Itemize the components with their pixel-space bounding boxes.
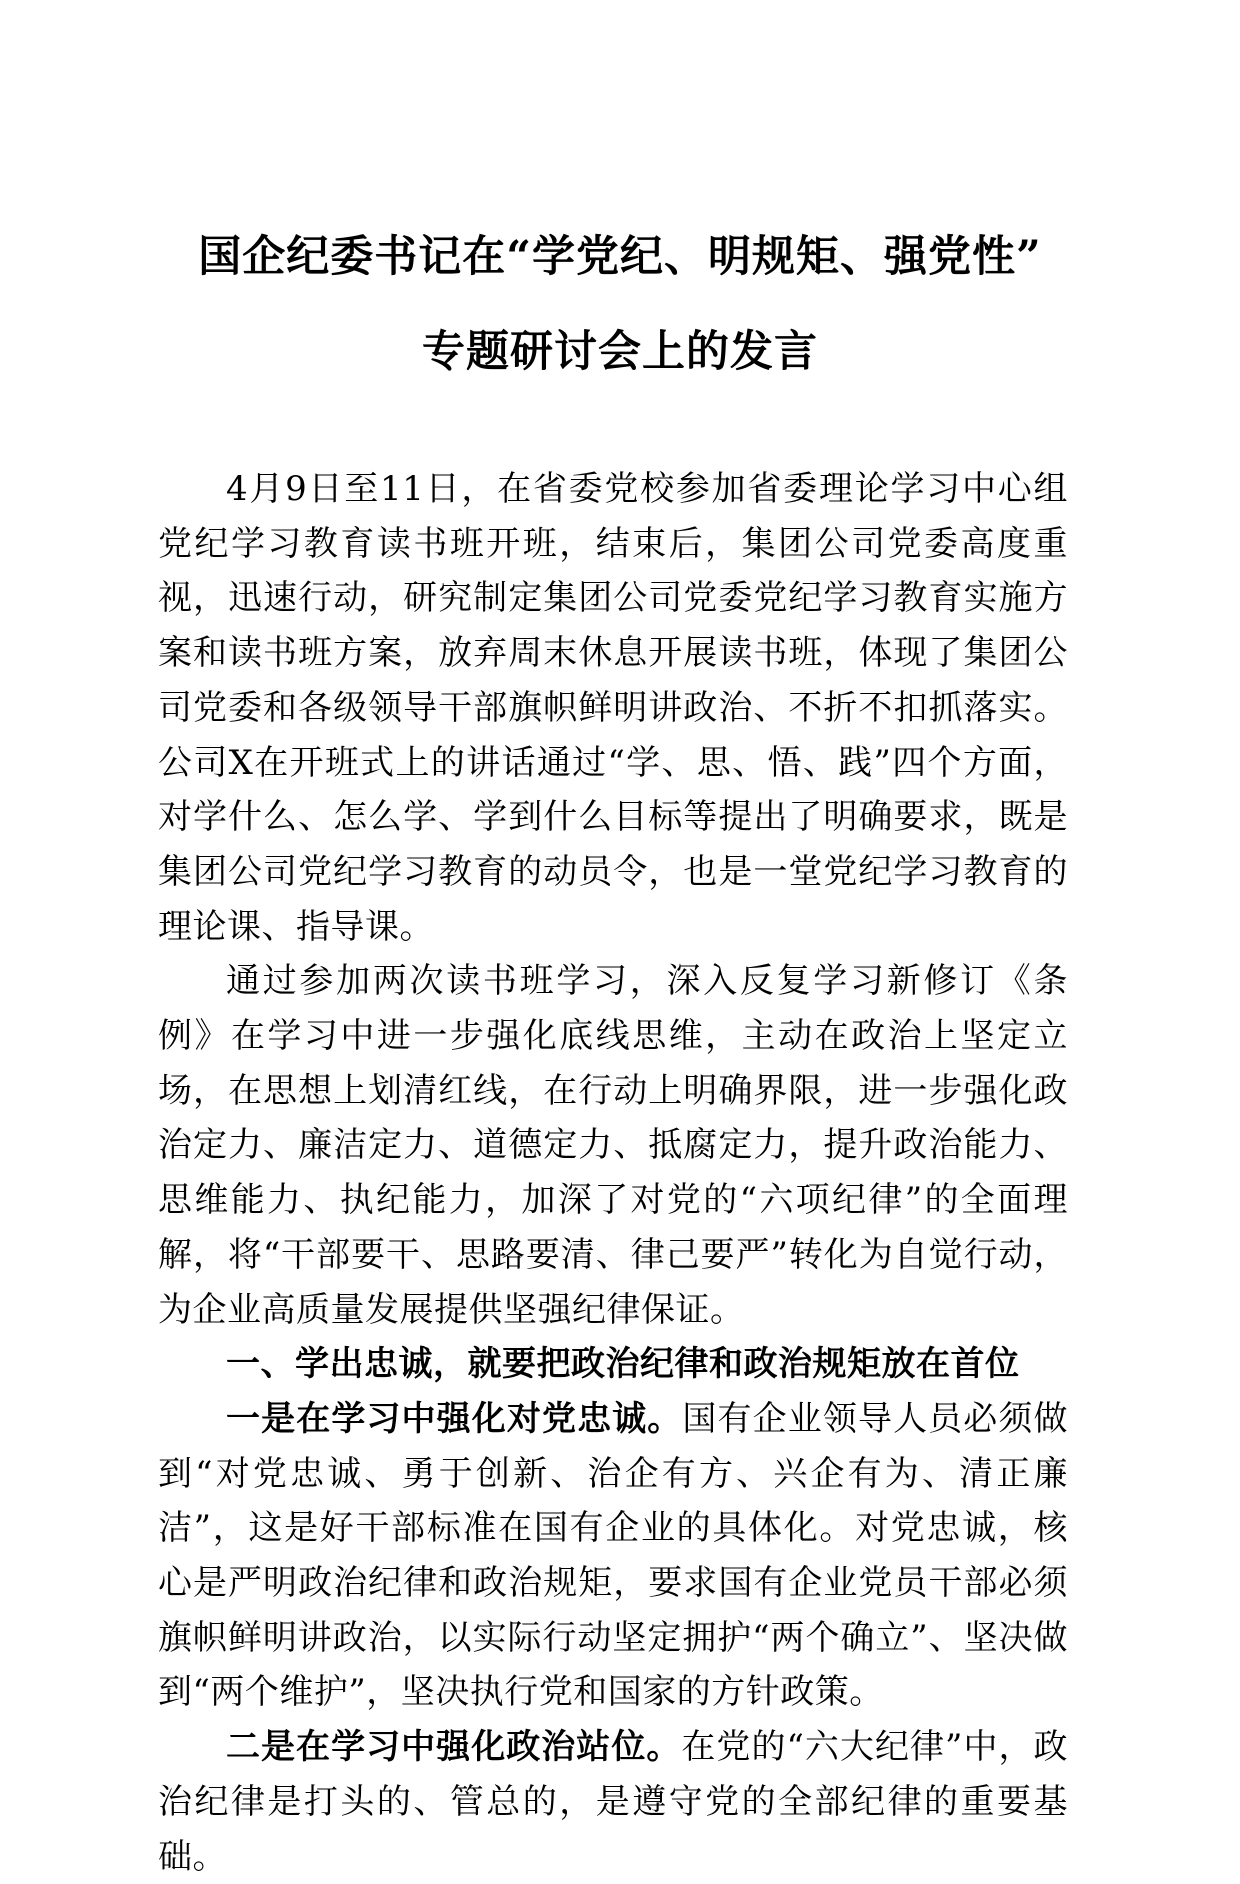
paragraph-political-stance-lead: 二是在学习中强化政治站位。 <box>226 1727 682 1768</box>
paragraph-political-stance-body: 在党的“六大纪律”中，政治纪律是打头的、管总的，是遵守党的全部纪律的重要基础。 <box>158 1727 1069 1877</box>
paragraph-political-stance <box>158 1720 1068 1884</box>
section-heading-1: 一、学出忠诚，就要把政治纪律和政治规矩放在首位 <box>226 1344 1020 1385</box>
paragraph-intro: 4月9日至11日，在省委党校参加省委理论学习中心组党纪学习教育读书班开班，结束后，集团公司党委高度重视，迅速行动，研究制定集团公司党委党纪学习教育实施方案和读书班方案，放弃周末休息开展读书班，体现了集团公司党委和各级领导干部旗帜鲜明讲政治、不折不扣抓落实。公司X在开班式上的讲话通过“学、思、悟、践”四个方面，对学什么、怎么学、学到什么目标等提出了明确要求，既是集团公司党纪学习教育的动员令，也是一堂党纪学习教育的理论课、指导课。 <box>158 469 1068 947</box>
paragraph-loyalty-body: 国有企业领导人员必须做到“对党忠诚、勇于创新、治企有方、兴企有为、清正廉洁”，这是好干部标准在国有企业的具体化。对党忠诚，核心是严明政治纪律和政治规矩，要求国有企业党员干部必须旗帜鲜明讲政治，以实际行动坚定拥护“两个确立”、坚决做到“两个维护”，坚决执行党和国家的方针政策。 <box>158 1398 1069 1713</box>
paragraph-loyalty-lead: 一是在学习中强化对党忠诚。 <box>226 1398 683 1439</box>
document-body <box>158 462 1068 1884</box>
document-title-line-2: 专题研讨会上的发言 <box>422 327 818 377</box>
paragraph-loyalty <box>158 1392 1068 1720</box>
paragraph-study: 通过参加两次读书班学习，深入反复学习新修订《条例》在学习中进一步强化底线思维，主动在政治上坚定立场，在思想上划清红线，在行动上明确界限，进一步强化政治定力、廉洁定力、道德定力、抵腐定力，提升政治能力、思维能力、执纪能力，加深了对党的“六项纪律”的全面理解，将“干部要干、思路要清、律己要严”转化为自觉行动，为企业高质量发展提供坚强纪律保证。 <box>158 961 1068 1330</box>
document-title-line-1: 国企纪委书记在“学党纪、明规矩、强党性” <box>198 232 1042 282</box>
